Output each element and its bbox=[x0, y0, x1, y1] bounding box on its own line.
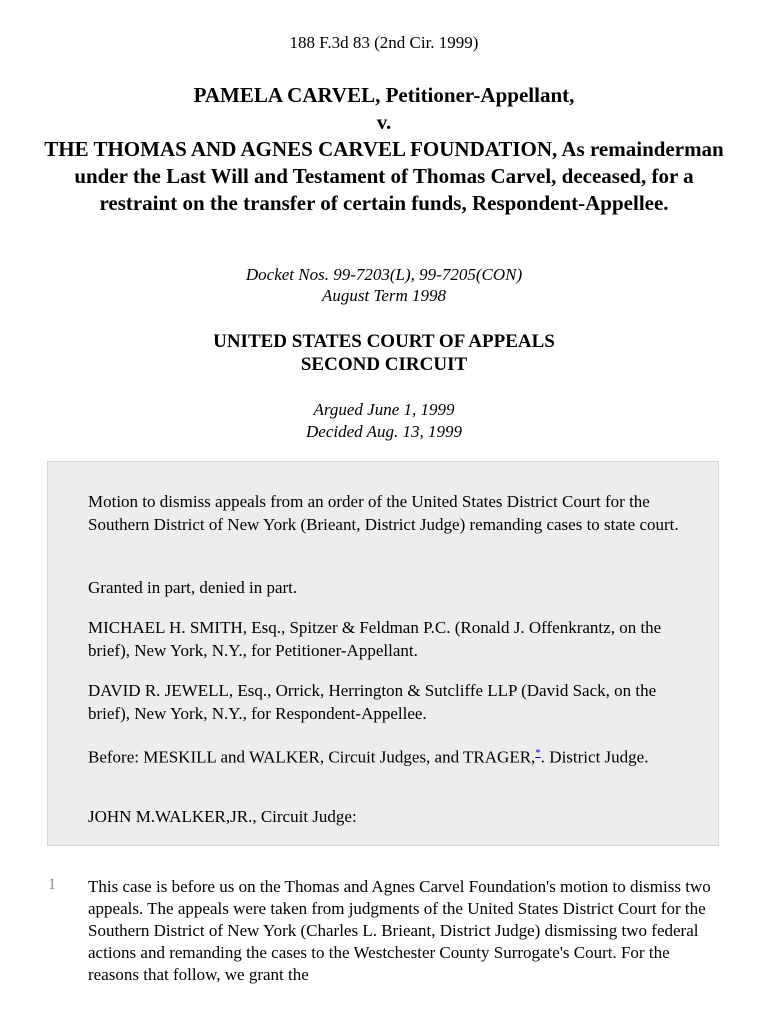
versus-label: v. bbox=[376, 110, 392, 134]
appellant-counsel: MICHAEL H. SMITH, Esq., Spitzer & Feldman P.C. (Ronald J. Offenkrantz, on the brief), New York, N.Y., for Petitioner-Appellant. bbox=[88, 618, 662, 660]
syllabus-box bbox=[47, 461, 719, 846]
case-caption bbox=[40, 82, 728, 217]
case-citation: 188 F.3d 83 (2nd Cir. 1999) bbox=[289, 33, 479, 52]
court-name-line1: UNITED STATES COURT OF APPEALS bbox=[213, 331, 555, 352]
decided-date: Decided Aug. 13, 1999 bbox=[306, 422, 462, 441]
case-dates bbox=[0, 399, 768, 443]
docket-info bbox=[0, 264, 768, 306]
court-name bbox=[0, 330, 768, 376]
panel-text: Before: MESKILL and WALKER, Circuit Judges, and TRAGER, bbox=[88, 747, 536, 767]
docket-term: August Term 1998 bbox=[321, 286, 447, 305]
panel-judges bbox=[88, 742, 688, 769]
docket-numbers: Docket Nos. 99-7203(L), 99-7205(CON) bbox=[245, 265, 523, 284]
appellee-name: THE THOMAS AND AGNES CARVEL FOUNDATION, As remainderman under the Last Will and Testament of Thomas Carvel, deceased, for a restraint on the transfer of certain funds, Respondent-Appellee. bbox=[44, 137, 724, 215]
appellee-counsel: DAVID R. JEWELL, Esq., Orrick, Herrington & Sutcliffe LLP (David Sack, on the brief), New York, N.Y., for Respondent-Appellee. bbox=[88, 681, 657, 723]
court-name-line2: SECOND CIRCUIT bbox=[300, 354, 468, 375]
motion-summary: Motion to dismiss appeals from an order of the United States District Court for the Southern District of New York (Brieant, District Judge) remanding cases to state court. bbox=[88, 492, 679, 534]
panel-text-end: . District Judge. bbox=[540, 747, 649, 767]
opinion-author: JOHN M.WALKER,JR., Circuit Judge: bbox=[88, 807, 357, 826]
appellant-name: PAMELA CARVEL, Petitioner-Appellant, bbox=[193, 83, 575, 107]
disposition: Granted in part, denied in part. bbox=[88, 578, 298, 597]
argued-date: Argued June 1, 1999 bbox=[313, 400, 455, 419]
paragraph-text: This case is before us on the Thomas and Agnes Carvel Foundation's motion to dismiss two appeals. The appeals were taken from judgments of the United States District Court for the Southern District of New York (Charles L. Brieant, District Judge) dismissing two federal actions and remanding the cases to the Westchester County Surrogate's Court. For the reasons that follow, we grant the bbox=[88, 877, 711, 984]
paragraph-number: 1 bbox=[48, 876, 56, 893]
footnote-link[interactable]: * bbox=[535, 747, 541, 759]
